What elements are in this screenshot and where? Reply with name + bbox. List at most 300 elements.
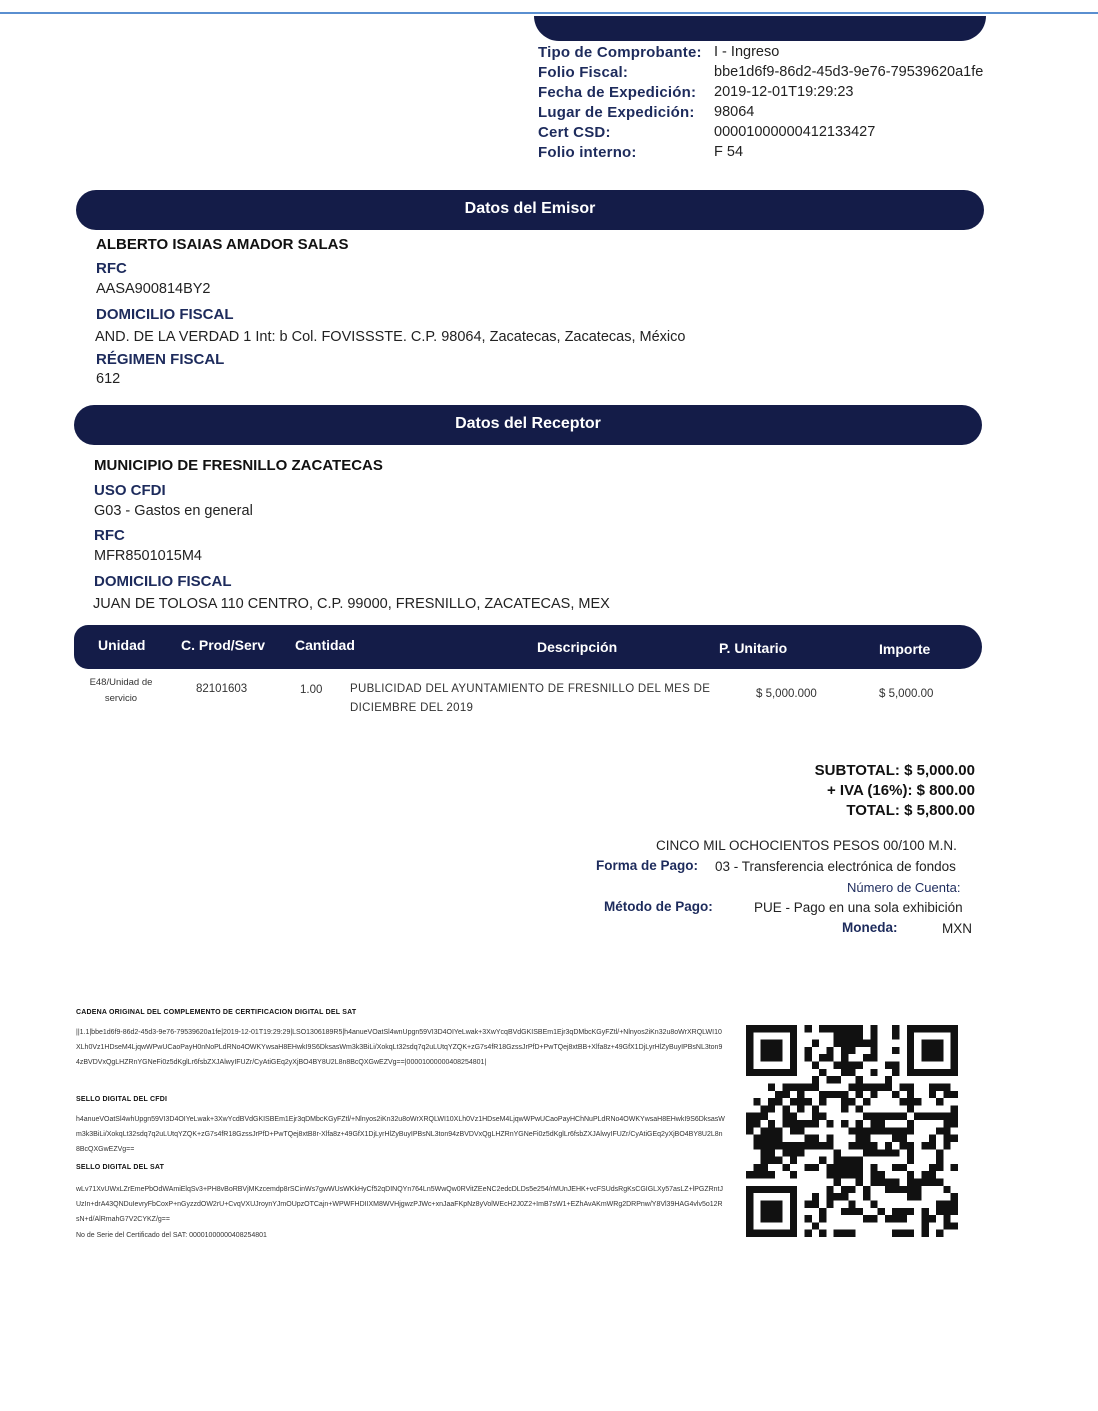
qr-module [753, 1171, 760, 1178]
qr-module [790, 1054, 797, 1061]
receptor-domicilio: JUAN DE TOLOSA 110 CENTRO, C.P. 99000, FRESNILLO, ZACATECAS, MEX [93, 596, 610, 612]
qr-module [885, 1062, 892, 1069]
qr-module [863, 1149, 870, 1156]
qr-module [936, 1098, 943, 1105]
qr-module [812, 1120, 819, 1127]
forma-pago: 03 - Transferencia electrónica de fondos [715, 859, 956, 874]
qr-module [878, 1113, 885, 1120]
qr-module [797, 1120, 804, 1127]
qr-module [936, 1208, 943, 1215]
qr-module [921, 1179, 928, 1186]
qr-module [856, 1105, 863, 1112]
qr-module [834, 1193, 841, 1200]
qr-module [936, 1127, 943, 1134]
qr-module [936, 1083, 943, 1090]
qr-module [790, 1069, 797, 1076]
qr-module [797, 1091, 804, 1098]
qr-module [863, 1098, 870, 1105]
qr-module [870, 1127, 877, 1134]
metodo-pago: PUE - Pago en una sola exhibición [754, 900, 963, 915]
qr-module [841, 1164, 848, 1171]
qr-module [951, 1135, 958, 1142]
qr-module [921, 1171, 928, 1178]
qr-module [812, 1076, 819, 1083]
qr-module [907, 1069, 914, 1076]
qr-module [870, 1054, 877, 1061]
qr-module [900, 1164, 907, 1171]
fiscal-label: Fecha de Expedición: [538, 84, 697, 101]
qr-module [761, 1135, 768, 1142]
qr-module [936, 1157, 943, 1164]
qr-module [907, 1186, 914, 1193]
qr-module [841, 1047, 848, 1054]
qr-module [951, 1120, 958, 1127]
totals-block [815, 762, 975, 822]
qr-module [819, 1142, 826, 1149]
qr-module [819, 1054, 826, 1061]
qr-module [856, 1208, 863, 1215]
qr-module [841, 1105, 848, 1112]
qr-module [775, 1069, 782, 1076]
qr-module [951, 1091, 958, 1098]
qr-module [892, 1164, 899, 1171]
qr-module [790, 1062, 797, 1069]
qr-module [943, 1186, 950, 1193]
qr-module [856, 1171, 863, 1178]
qr-module [768, 1069, 775, 1076]
qr-module [892, 1032, 899, 1039]
qr-module [804, 1230, 811, 1237]
qr-module [841, 1091, 848, 1098]
qr-module [892, 1062, 899, 1069]
qr-module [848, 1200, 855, 1207]
row-precio: $ 5,000.000 [756, 688, 817, 700]
qr-module [790, 1186, 797, 1193]
qr-module [775, 1230, 782, 1237]
row-cantidad: 1.00 [300, 684, 323, 696]
qr-module [775, 1215, 782, 1222]
receptor-band-title: Datos del Receptor [455, 415, 601, 432]
receptor-rfc-label: RFC [94, 527, 125, 544]
qr-module [819, 1215, 826, 1222]
qr-module [921, 1222, 928, 1229]
qr-module [768, 1200, 775, 1207]
qr-module [768, 1083, 775, 1090]
qr-module [892, 1025, 899, 1032]
qr-module [870, 1025, 877, 1032]
emisor-name: ALBERTO ISAIAS AMADOR SALAS [96, 236, 349, 253]
qr-module [914, 1025, 921, 1032]
qr-module [921, 1047, 928, 1054]
qr-module [870, 1091, 877, 1098]
qr-module [892, 1186, 899, 1193]
qr-module [812, 1193, 819, 1200]
col-descripcion: Descripción [537, 639, 618, 655]
qr-module [775, 1135, 782, 1142]
qr-module [951, 1105, 958, 1112]
qr-module [943, 1120, 950, 1127]
qr-module [804, 1098, 811, 1105]
qr-module [841, 1208, 848, 1215]
qr-module [819, 1230, 826, 1237]
qr-module [951, 1047, 958, 1054]
qr-module [797, 1142, 804, 1149]
qr-module [900, 1208, 907, 1215]
col-clave: C. Prod/Serv [181, 637, 266, 653]
qr-module [804, 1215, 811, 1222]
qr-module [826, 1142, 833, 1149]
qr-module [951, 1164, 958, 1171]
qr-module [870, 1120, 877, 1127]
col-unidad: Unidad [98, 637, 146, 653]
qr-module [790, 1040, 797, 1047]
qr-module [826, 1120, 833, 1127]
qr-module [841, 1193, 848, 1200]
qr-module [907, 1098, 914, 1105]
qr-module [863, 1127, 870, 1134]
qr-module [951, 1040, 958, 1047]
qr-module [856, 1179, 863, 1186]
qr-module [856, 1127, 863, 1134]
qr-module [936, 1179, 943, 1186]
qr-module [907, 1127, 914, 1134]
qr-module [921, 1230, 928, 1237]
row-unidad-line2: servicio [104, 693, 138, 704]
qr-module [797, 1083, 804, 1090]
qr-module [746, 1047, 753, 1054]
qr-module [907, 1054, 914, 1061]
qr-module [768, 1142, 775, 1149]
qr-module [936, 1230, 943, 1237]
qr-module [768, 1040, 775, 1047]
qr-module [907, 1179, 914, 1186]
qr-module [900, 1098, 907, 1105]
qr-module [900, 1186, 907, 1193]
qr-module [907, 1040, 914, 1047]
qr-module [929, 1069, 936, 1076]
qr-module [929, 1113, 936, 1120]
qr-module [775, 1200, 782, 1207]
sello-cfdi-text: h4anueVOatSl4whUpgn59VI3D4OIYeLwak+3XwYcdBVdGKISBEm1Ejr3qDMbcKGyFZtl/+Nlnyos2iKn32u8oWrXRQLWI10XLh0Vz1HDseM4LjqwWPwUCaoPayHChNuPLdRNo4OWKYwsaH8EHwkI9S6DksasWm3k3BiLi/XokqLt32sdq7q2uLUtqYZQK+zG7s4fR18GzssJrPfD+PwTQej8xtB8r-Xlfa8z+49GfX1DjLyrHlZyBuyIPBsNL3ton94zBVDVxQgLHZRnYGNeFi0z5dKglLr6fsbZXJAlwyIFUZr/CyAtiGEq2yXjBO4BY8U2L8n8BcQXGwEZVg== [76, 1116, 725, 1153]
qr-module [775, 1127, 782, 1134]
qr-module [783, 1069, 790, 1076]
qr-module [775, 1091, 782, 1098]
qr-module [768, 1098, 775, 1105]
qr-module [783, 1149, 790, 1156]
qr-module [804, 1135, 811, 1142]
serie-sat: No de Serie del Certificado del SAT: 00001000000408254801 [76, 1232, 267, 1239]
qr-module [900, 1083, 907, 1090]
qr-module [848, 1062, 855, 1069]
qr-module [951, 1113, 958, 1120]
qr-module [936, 1040, 943, 1047]
qr-module [892, 1113, 899, 1120]
qr-module [834, 1149, 841, 1156]
subtotal: SUBTOTAL: $ 5,000.00 [814, 762, 975, 779]
qr-module [746, 1040, 753, 1047]
fiscal-value: 2019-12-01T19:29:23 [714, 84, 854, 100]
qr-module [863, 1083, 870, 1090]
row-clave: 82101603 [196, 683, 248, 695]
qr-module [863, 1193, 870, 1200]
qr-module [848, 1040, 855, 1047]
qr-module [907, 1157, 914, 1164]
row-unidad-line1: E48/Unidad de [89, 677, 153, 688]
qr-module [804, 1120, 811, 1127]
qr-module [761, 1215, 768, 1222]
qr-module [878, 1171, 885, 1178]
qr-module [746, 1193, 753, 1200]
qr-module [921, 1215, 928, 1222]
qr-module [804, 1083, 811, 1090]
qr-module [761, 1230, 768, 1237]
qr-module [856, 1142, 863, 1149]
qr-module [783, 1113, 790, 1120]
qr-module [819, 1025, 826, 1032]
qr-module [929, 1164, 936, 1171]
emisor-rfc-label: RFC [96, 260, 127, 277]
qr-module [790, 1113, 797, 1120]
qr-module [761, 1127, 768, 1134]
qr-module [761, 1069, 768, 1076]
qr-module [768, 1120, 775, 1127]
qr-module [900, 1127, 907, 1134]
qr-module [929, 1083, 936, 1090]
qr-module [943, 1091, 950, 1098]
qr-module [841, 1098, 848, 1105]
qr-module [826, 1135, 833, 1142]
qr-module [870, 1113, 877, 1120]
qr-module [848, 1032, 855, 1039]
qr-module [797, 1127, 804, 1134]
qr-module [921, 1069, 928, 1076]
qr-module [943, 1215, 950, 1222]
qr-module [921, 1040, 928, 1047]
qr-module [804, 1047, 811, 1054]
qr-module [929, 1215, 936, 1222]
qr-module [856, 1164, 863, 1171]
col-cantidad: Cantidad [295, 637, 355, 653]
qr-module [797, 1105, 804, 1112]
receptor-name: MUNICIPIO DE FRESNILLO ZACATECAS [94, 457, 383, 474]
qr-module [863, 1186, 870, 1193]
qr-module [790, 1171, 797, 1178]
qr-module [892, 1179, 899, 1186]
qr-module [936, 1025, 943, 1032]
qr-module [943, 1069, 950, 1076]
qr-module [834, 1032, 841, 1039]
qr-module [804, 1142, 811, 1149]
qr-module [819, 1157, 826, 1164]
qr-module [761, 1164, 768, 1171]
fiscal-label: Folio Fiscal: [538, 64, 629, 81]
moneda-label: Moneda: [842, 920, 898, 935]
qr-module [790, 1200, 797, 1207]
qr-module [841, 1186, 848, 1193]
qr-module [783, 1120, 790, 1127]
qr-module [826, 1193, 833, 1200]
qr-module [783, 1025, 790, 1032]
qr-module [848, 1025, 855, 1032]
qr-module [936, 1069, 943, 1076]
header-tab [534, 16, 986, 41]
qr-module [819, 1091, 826, 1098]
qr-module [943, 1142, 950, 1149]
qr-module [826, 1171, 833, 1178]
emisor-rfc: AASA900814BY2 [96, 281, 211, 297]
emisor-regimen: 612 [96, 371, 121, 387]
qr-module [797, 1098, 804, 1105]
qr-module [856, 1083, 863, 1090]
qr-module [848, 1083, 855, 1090]
qr-module [761, 1025, 768, 1032]
qr-module [878, 1149, 885, 1156]
qr-module [907, 1047, 914, 1054]
fiscal-value: I - Ingreso [714, 44, 780, 60]
qr-module [870, 1142, 877, 1149]
receptor-uso-label: USO CFDI [94, 482, 166, 499]
qr-module [885, 1186, 892, 1193]
fiscal-value: 98064 [714, 104, 755, 120]
qr-module [783, 1230, 790, 1237]
qr-module [826, 1054, 833, 1061]
qr-module [885, 1142, 892, 1149]
qr-module [841, 1032, 848, 1039]
qr-module [907, 1193, 914, 1200]
qr-module [892, 1135, 899, 1142]
qr-module [783, 1091, 790, 1098]
qr-module [929, 1179, 936, 1186]
qr-module [761, 1186, 768, 1193]
qr-module [812, 1040, 819, 1047]
qr-module [848, 1069, 855, 1076]
qr-module [914, 1179, 921, 1186]
qr-module [841, 1040, 848, 1047]
qr-module [921, 1208, 928, 1215]
qr-module [783, 1186, 790, 1193]
qr-module [797, 1149, 804, 1156]
qr-module [834, 1164, 841, 1171]
fiscal-label: Lugar de Expedición: [538, 104, 695, 121]
qr-module [768, 1047, 775, 1054]
emisor-band-title: Datos del Emisor [464, 200, 596, 217]
qr-module [834, 1091, 841, 1098]
qr-module [936, 1164, 943, 1171]
receptor-uso: G03 - Gastos en general [94, 503, 253, 519]
qr-module [761, 1047, 768, 1054]
qr-module [856, 1040, 863, 1047]
qr-module [856, 1032, 863, 1039]
qr-module [870, 1171, 877, 1178]
qr-module [746, 1062, 753, 1069]
col-importe: Importe [879, 641, 931, 657]
qr-module [746, 1054, 753, 1061]
qr-module [834, 1025, 841, 1032]
sello-sat-title: SELLO DIGITAL DEL SAT [76, 1164, 165, 1171]
qr-module [812, 1164, 819, 1171]
qr-module [841, 1171, 848, 1178]
qr-module [885, 1113, 892, 1120]
qr-module [746, 1025, 753, 1032]
qr-module [790, 1149, 797, 1156]
qr-module [900, 1142, 907, 1149]
qr-module [870, 1179, 877, 1186]
qr-module [892, 1091, 899, 1098]
qr-module [746, 1032, 753, 1039]
qr-module [878, 1179, 885, 1186]
qr-module [863, 1135, 870, 1142]
qr-module [907, 1062, 914, 1069]
qr-module [921, 1142, 928, 1149]
qr-module [943, 1222, 950, 1229]
col-precio: P. Unitario [719, 640, 788, 656]
qr-module [951, 1222, 958, 1229]
top-rule [0, 12, 1098, 14]
qr-module [790, 1157, 797, 1164]
qr-module [921, 1054, 928, 1061]
qr-module [892, 1208, 899, 1215]
qr-module [863, 1142, 870, 1149]
qr-module [914, 1113, 921, 1120]
qr-module [863, 1054, 870, 1061]
qr-module [783, 1105, 790, 1112]
qr-module [951, 1208, 958, 1215]
qr-module [907, 1230, 914, 1237]
qr-module [790, 1215, 797, 1222]
fiscal-value: 00001000000412133427 [714, 124, 876, 140]
concepts-table-header [74, 625, 982, 669]
fiscal-label: Folio interno: [538, 144, 637, 161]
qr-module [834, 1076, 841, 1083]
emisor-band [76, 190, 984, 230]
qr-module [856, 1120, 863, 1127]
qr-module [892, 1047, 899, 1054]
qr-module [951, 1054, 958, 1061]
qr-module [790, 1142, 797, 1149]
qr-module [790, 1193, 797, 1200]
qr-module [804, 1200, 811, 1207]
qr-module [907, 1142, 914, 1149]
qr-module [775, 1208, 782, 1215]
qr-module [826, 1186, 833, 1193]
qr-module [819, 1069, 826, 1076]
qr-module [914, 1069, 921, 1076]
qr-module [768, 1208, 775, 1215]
qr-module [834, 1179, 841, 1186]
qr-module [856, 1062, 863, 1069]
amount-in-words: CINCO MIL OCHOCIENTOS PESOS 00/100 M.N. [656, 838, 957, 853]
qr-module [768, 1135, 775, 1142]
qr-module [790, 1127, 797, 1134]
qr-module [929, 1025, 936, 1032]
qr-module [812, 1200, 819, 1207]
qr-module [790, 1047, 797, 1054]
qr-module [856, 1091, 863, 1098]
qr-module [834, 1157, 841, 1164]
qr-module [870, 1164, 877, 1171]
qr-module [892, 1127, 899, 1134]
qr-module [892, 1149, 899, 1156]
qr-module [753, 1069, 760, 1076]
qr-module [812, 1142, 819, 1149]
qr-module [929, 1171, 936, 1178]
qr-module [812, 1105, 819, 1112]
qr-module [812, 1062, 819, 1069]
numero-cuenta-label: Número de Cuenta: [847, 880, 961, 895]
qr-module [834, 1171, 841, 1178]
qr-module [746, 1171, 753, 1178]
qr-module [870, 1047, 877, 1054]
